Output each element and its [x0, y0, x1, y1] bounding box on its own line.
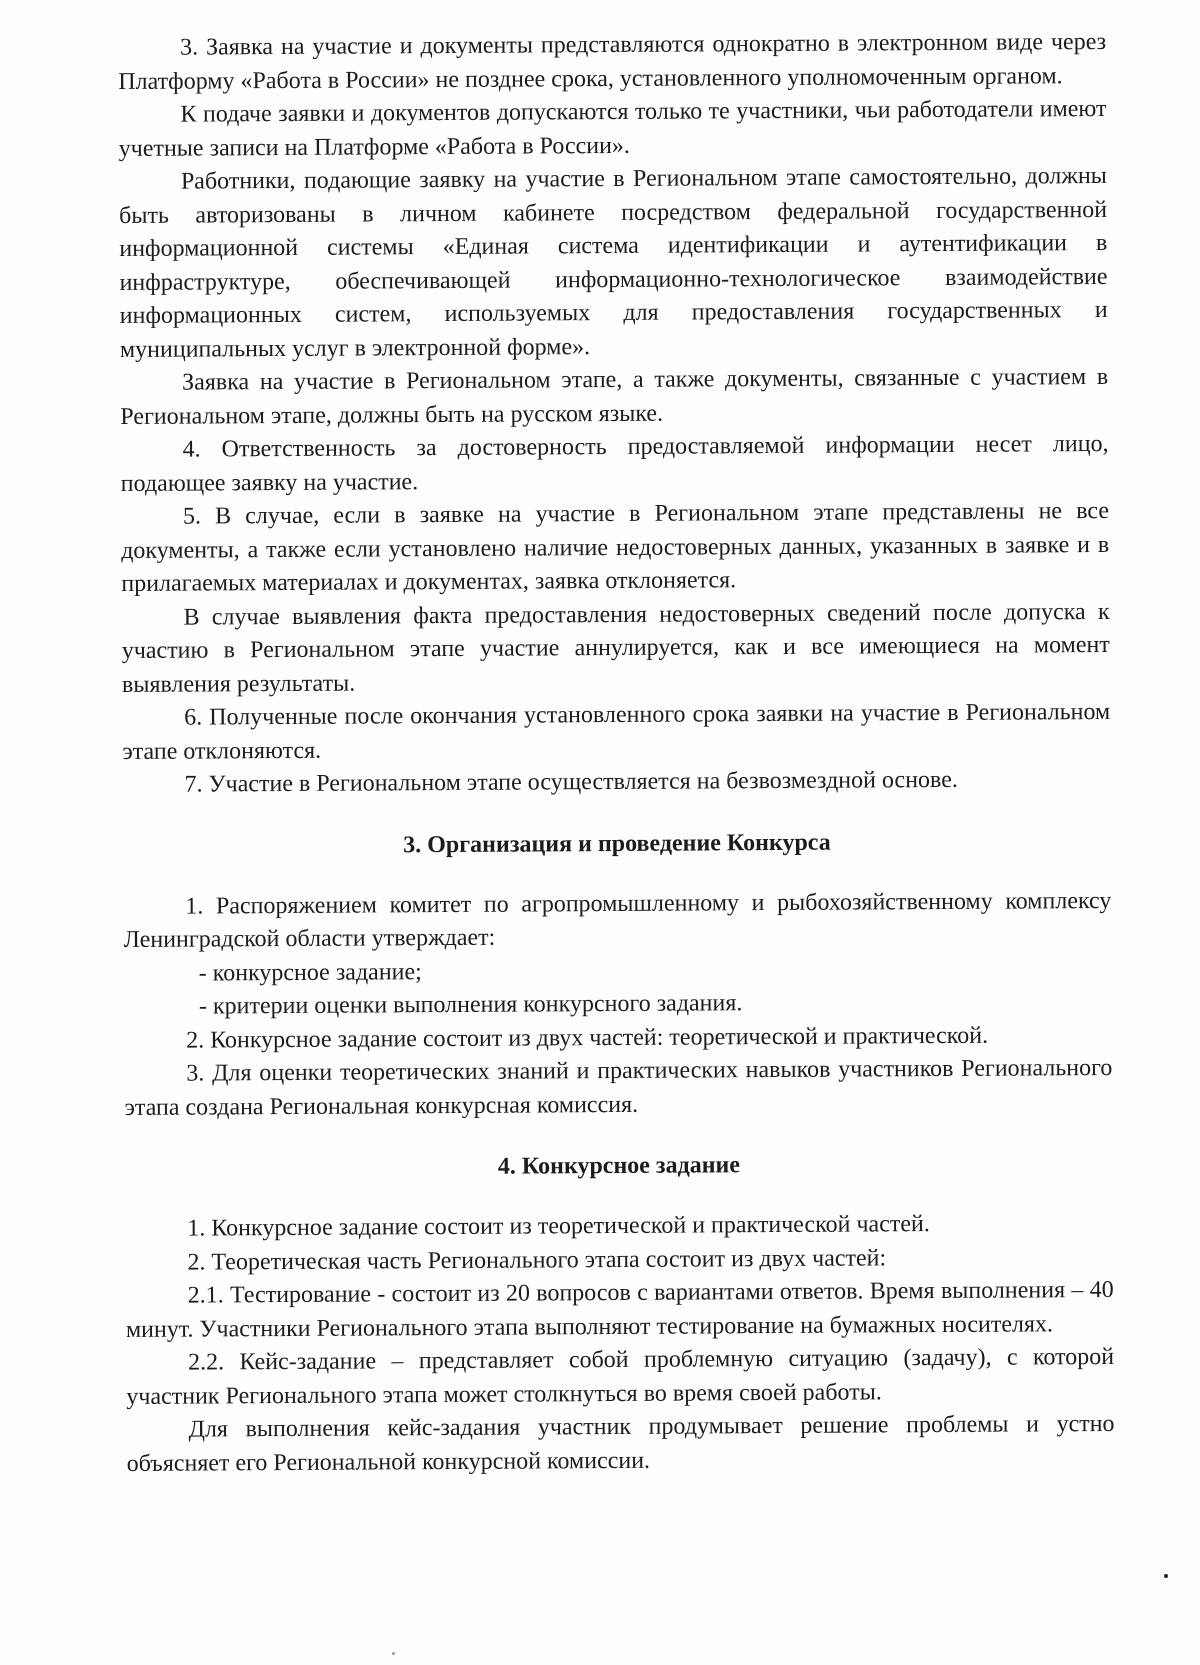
list-item-contest-task: - конкурсное задание; — [198, 958, 422, 987]
section-heading-3: 3. Организация и проведение Конкурса — [403, 829, 831, 858]
paragraph-2-7: 7. Участие в Региональном этапе осуществляется на безвозмездной основе. — [184, 766, 958, 798]
scan-speck — [392, 1652, 395, 1655]
paragraph-2-6: 6. Полученные после окончания установленного срока заявки на участие в Региональном этапе отклоняются. — [122, 698, 1111, 765]
paragraph-2-3-accounts: К подаче заявки и документов допускаются только те участники, чьи работодатели имеют учетные записи на Платформе «Работа в России». — [118, 95, 1107, 162]
paragraph-4-2-2: 2.2. Кейс-задание – представляет собой проблемную ситуацию (задачу), с которой участник Регионального этапа может столкнуться во время своей работы. — [126, 1343, 1115, 1410]
paragraph-2-3-language: Заявка на участие в Региональном этапе, а также документы, связанные с участием в Региональном этапе, должны быть на русском языке. — [120, 363, 1109, 430]
paragraph-2-3: 3. Заявка на участие и документы представляются однократно в электронном виде через Платформу «Работа в России» не позднее срока, установленного уполномоченным органом. — [118, 28, 1107, 95]
paragraph-3-2: 2. Конкурсное задание состоит из двух частей: теоретической и практической. — [186, 1022, 989, 1054]
paragraph-3-3: 3. Для оценки теоретических знаний и практических навыков участников Регионального этапа создана Региональная конкурсная комиссия. — [124, 1054, 1113, 1121]
paragraph-4-2-2-case: Для выполнения кейс-задания участник продумывает решение проблемы и устно объясняет его Региональной конкурсной комиссии. — [126, 1410, 1115, 1477]
paragraph-4-2-1: 2.1. Тестирование - состоит из 20 вопросов с вариантами ответов. Время выполнения – 40 минут. Участники Регионального этапа выполняют тестирование на бумажных носителях. — [125, 1276, 1114, 1343]
paragraph-3-1: 1. Распоряжением комитет по агропромышленному и рыбохозяйственному комплексу Ленинградской области утверждает: — [123, 887, 1112, 953]
paragraph-2-4: 4. Ответственность за достоверность предоставляемой информации несет лицо, подающее заявку на участие. — [120, 430, 1109, 497]
list-item-criteria: - критерии оценки выполнения конкурсного задания. — [198, 990, 743, 1020]
paragraph-4-1: 1. Конкурсное задание состоит из теоретической и практической частей. — [187, 1211, 930, 1242]
section-heading-4: 4. Конкурсное задание — [497, 1152, 741, 1180]
paragraph-4-2: 2. Теоретическая часть Регионального этапа состоит из двух частей: — [187, 1244, 887, 1276]
scan-speck — [1164, 1574, 1168, 1578]
paragraph-2-5-annulment: В случае выявления факта предоставления недостоверных сведений после допуска к участию в Региональном этапе участие аннулируется, как и все имеющиеся на момент выявления результаты. — [121, 598, 1110, 698]
document-body — [118, 26, 1115, 1481]
paragraph-2-3-authorization: Работники, подающие заявку на участие в Региональном этапе самостоятельно, должны быть авторизованы в личном кабинете посредством федеральной государственной информационной системы «Единая система идентификации и аутентификации в инфраструктуре, обеспечивающей информационно-технологическое взаимодействие информационных систем, используемых для предоставления государственных и муниципальных услуг в электронной форме». — [119, 162, 1108, 363]
paragraph-2-5: 5. В случае, если в заявке на участие в Региональном этапе представлены не все документы, а также если установлено наличие недостоверных данных, указанных в заявке и в прилагаемых материалах и документах, заявка отклоняется. — [121, 497, 1110, 597]
